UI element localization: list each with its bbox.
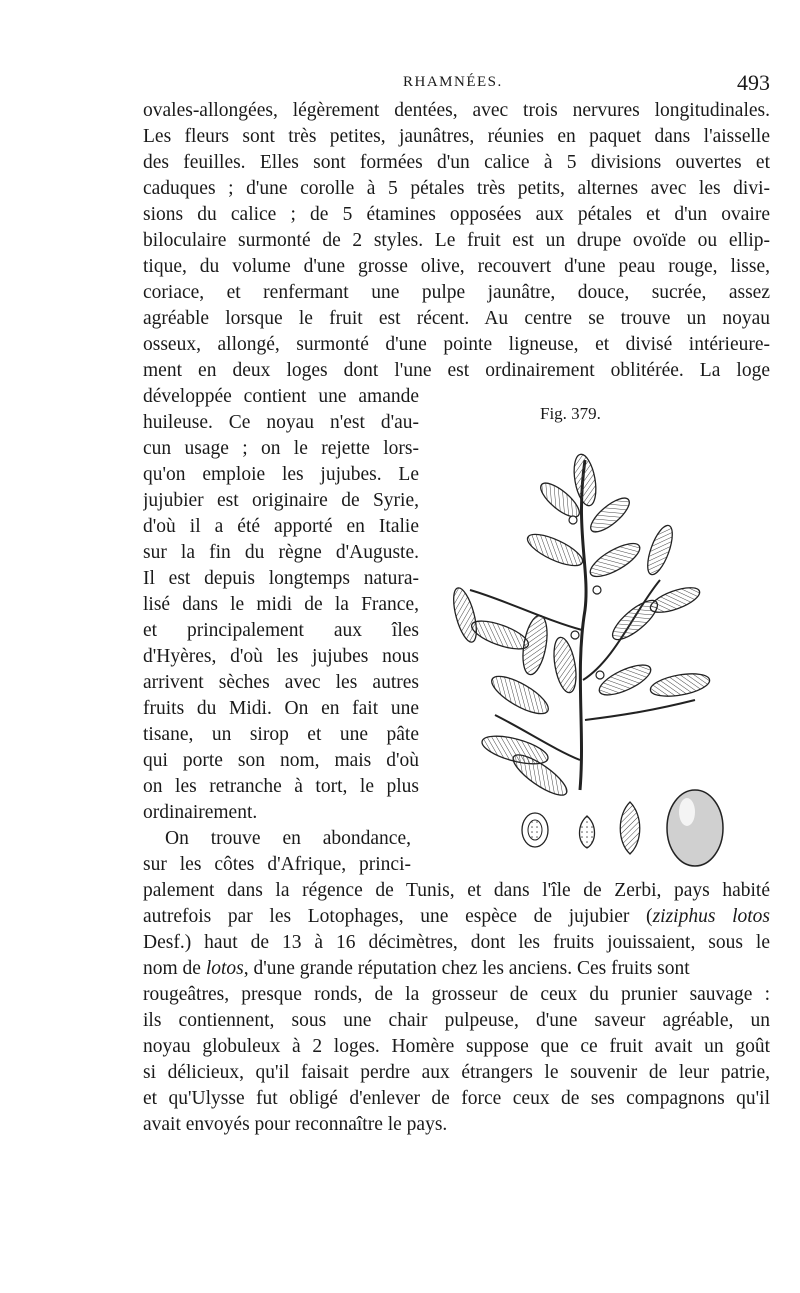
plant-name: lotos bbox=[205, 958, 244, 979]
text-line: fruits du Midi. On en fait une bbox=[143, 698, 419, 719]
text-line: sur les côtes d'Afrique, princi- bbox=[143, 854, 411, 875]
text-line: huileuse. Ce noyau n'est d'au- bbox=[143, 412, 419, 433]
text-line: ment en deux loges dont l'une est ordinairement oblitérée. La loge bbox=[143, 360, 770, 381]
text-line: si délicieux, qu'il faisait perdre aux étrangers le souvenir de leur patrie, bbox=[143, 1062, 770, 1083]
text-line: Les fleurs sont très petites, jaunâtres, réunies en paquet dans l'aisselle bbox=[143, 126, 770, 147]
fruit-details bbox=[522, 790, 723, 866]
text-line: noyau globuleux à 2 loges. Homère suppose que ce fruit avait un goût bbox=[143, 1036, 770, 1057]
text-line: sur la fin du règne d'Auguste. bbox=[143, 542, 419, 563]
text-line: d'Hyères, d'où les jujubes nous bbox=[143, 646, 419, 667]
text-line: cun usage ; on le rejette lors- bbox=[143, 438, 419, 459]
text-segment: autrefois par les Lotophages, une espèce de jujubier ( bbox=[143, 906, 653, 927]
text-segment: nom de bbox=[143, 958, 206, 979]
page-number: 493 bbox=[737, 70, 770, 95]
text-line: qu'on emploie les jujubes. Le bbox=[143, 464, 419, 485]
stem bbox=[580, 460, 586, 790]
text-line: et principalement aux îles bbox=[143, 620, 419, 641]
text-line: lisé dans le midi de la France, bbox=[143, 594, 419, 615]
text-line: avait envoyés pour reconnaître le pays. bbox=[143, 1114, 448, 1135]
species-name: ziziphus lotos bbox=[652, 906, 770, 927]
text-line: sions du calice ; de 5 étamines opposées aux pétales et d'un ovaire bbox=[143, 204, 770, 225]
text-line: caduques ; d'une corolle à 5 pétales très petits, alternes avec les divi- bbox=[143, 178, 770, 199]
flower-bud bbox=[580, 816, 595, 848]
text-line: agréable lorsque le fruit est récent. Au centre se trouve un noyau bbox=[143, 308, 770, 329]
text-segment: , d'une grande réputation chez les anciens. Ces fruits sont bbox=[243, 958, 690, 979]
text-line: osseux, allongé, surmonté d'une pointe ligneuse, et divisé intérieure- bbox=[143, 334, 770, 355]
text-line: tisane, un sirop et une pâte bbox=[143, 724, 419, 745]
text-line: Desf.) haut de 13 à 16 décimètres, dont les fruits jouissaient, sous le bbox=[143, 932, 770, 953]
seed-inner bbox=[528, 820, 542, 840]
text-line: coriace, et renfermant une pulpe jaunâtre, douce, sucrée, assez bbox=[143, 282, 770, 303]
text-line: ils contiennent, sous une chair pulpeuse, d'une saveur agréable, un bbox=[143, 1010, 770, 1031]
text-line: ordinairement. bbox=[143, 802, 258, 823]
text-line bbox=[143, 904, 770, 930]
running-header bbox=[143, 70, 770, 98]
whole-fruit bbox=[667, 790, 723, 866]
text-line: On trouve en abondance, bbox=[165, 828, 411, 849]
figure-caption: Fig. 379. bbox=[540, 404, 601, 423]
text-line: Il est depuis longtemps natura- bbox=[143, 568, 419, 589]
text-line: palement dans la régence de Tunis, et dans l'île de Zerbi, pays habité bbox=[143, 880, 770, 901]
text-line: rougeâtres, presque ronds, de la grosseur de ceux du prunier sauvage : bbox=[143, 984, 770, 1005]
figure-379 bbox=[425, 400, 770, 875]
branch bbox=[585, 700, 695, 720]
jujube-branch-illustration bbox=[425, 430, 770, 870]
text-line: qui porte son nom, mais d'où bbox=[143, 750, 419, 771]
text-line: d'où il a été apporté en Italie bbox=[143, 516, 419, 537]
text-line bbox=[143, 956, 770, 982]
running-title: RHAMNÉES. bbox=[403, 74, 503, 90]
text-line: on les retranche à tort, le plus bbox=[143, 776, 419, 797]
text-line: arrivent sèches avec les autres bbox=[143, 672, 419, 693]
text-line: et qu'Ulysse fut obligé d'enlever de force ceux de ses compagnons qu'il bbox=[143, 1088, 770, 1109]
text-line: des feuilles. Elles sont formées d'un calice à 5 divisions ouvertes et bbox=[143, 152, 770, 173]
text-line: ovales-allongées, légèrement dentées, avec trois nervures longitudinales. bbox=[143, 100, 770, 121]
stone bbox=[620, 802, 640, 854]
text-line: jujubier est originaire de Syrie, bbox=[143, 490, 419, 511]
text-line: développée contient une amande bbox=[143, 386, 419, 407]
text-line: biloculaire surmonté de 2 styles. Le fruit est un drupe ovoïde ou ellip- bbox=[143, 230, 770, 251]
text-line: tique, du volume d'une grosse olive, recouvert d'une peau rouge, lisse, bbox=[143, 256, 770, 277]
